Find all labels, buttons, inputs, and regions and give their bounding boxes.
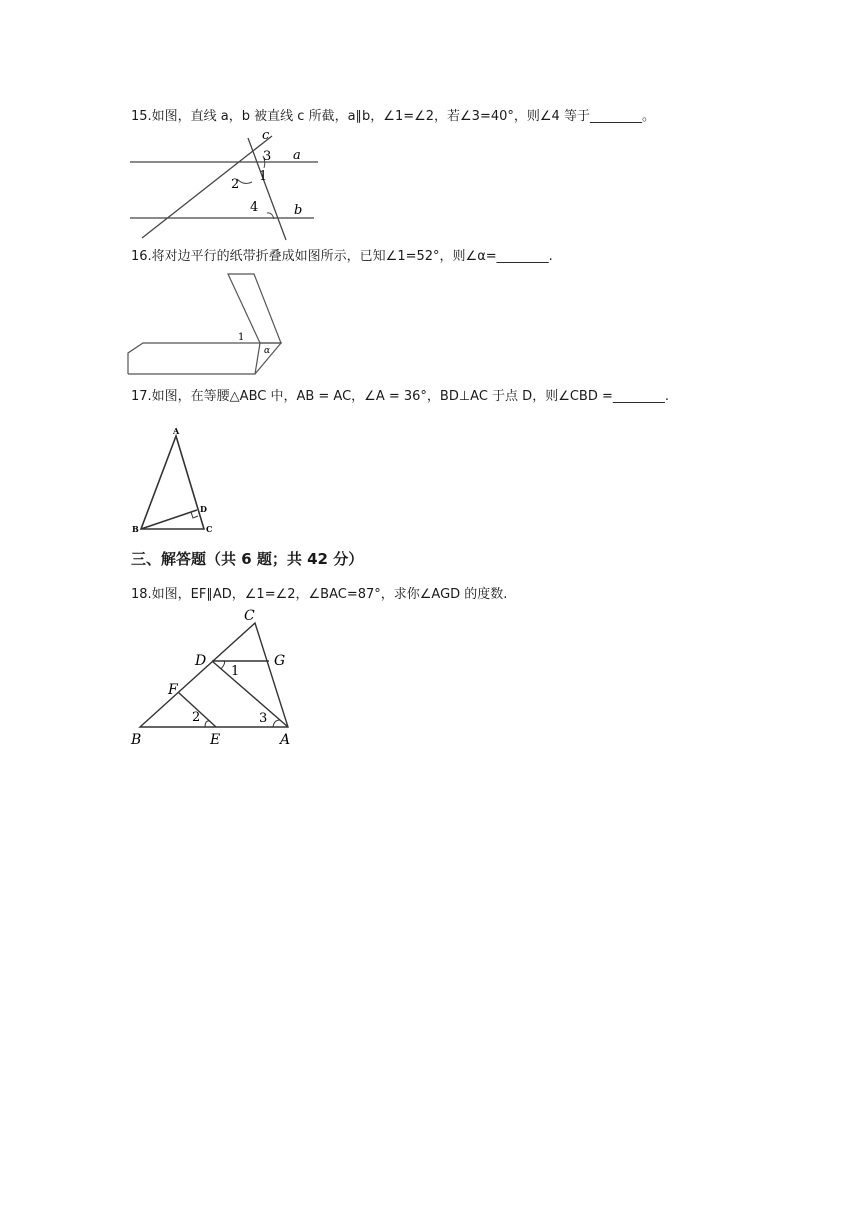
label-1: 1 — [231, 664, 240, 679]
label-F: F — [168, 682, 178, 698]
label-a: a — [293, 148, 301, 163]
question-16-text: 16.将对边平行的纸带折叠成如图所示，已知∠1=52°，则∠α=________. — [131, 249, 553, 264]
label-G: G — [274, 653, 286, 669]
question-17-text: 17.如图，在等腰△ABC 中，AB = AC，∠A = 36°，BD⊥AC 于点 D，则∠CBD =________. — [131, 389, 670, 404]
label-A: A — [280, 732, 291, 748]
figure-17-isosceles-triangle — [128, 424, 228, 539]
label-D: D — [200, 504, 207, 514]
label-b: b — [294, 203, 303, 218]
label-C: C — [244, 608, 255, 624]
label-D: D — [195, 653, 207, 669]
label-c: c — [262, 128, 270, 143]
label-B: B — [131, 732, 142, 748]
label-A: A — [173, 426, 180, 436]
label-1: 1 — [259, 169, 268, 184]
label-3: 3 — [263, 149, 272, 164]
label-1: 1 — [238, 332, 245, 343]
figure-18-triangle-parallel — [128, 606, 308, 746]
label-3: 3 — [259, 711, 268, 726]
figure-16-folded-strip — [128, 270, 288, 380]
question-15-text: 15.如图，直线 a，b 被直线 c 所截，a∥b，∠1=∠2，若∠3=40°，则∠4 等于________。 — [131, 109, 655, 124]
label-C: C — [206, 524, 213, 534]
figure-15-parallel-lines — [128, 126, 328, 246]
question-18-text: 18.如图，EF∥AD，∠1=∠2，∠BAC=87°，求你∠AGD 的度数. — [131, 587, 508, 602]
label-2: 2 — [192, 710, 201, 725]
label-E: E — [210, 732, 221, 748]
label-4: 4 — [250, 200, 259, 215]
label-B: B — [132, 524, 139, 534]
label-2: 2 — [231, 177, 240, 192]
label-alpha: α — [264, 346, 271, 356]
section-title: 三、解答题（共 6 题；共 42 分） — [131, 550, 364, 568]
